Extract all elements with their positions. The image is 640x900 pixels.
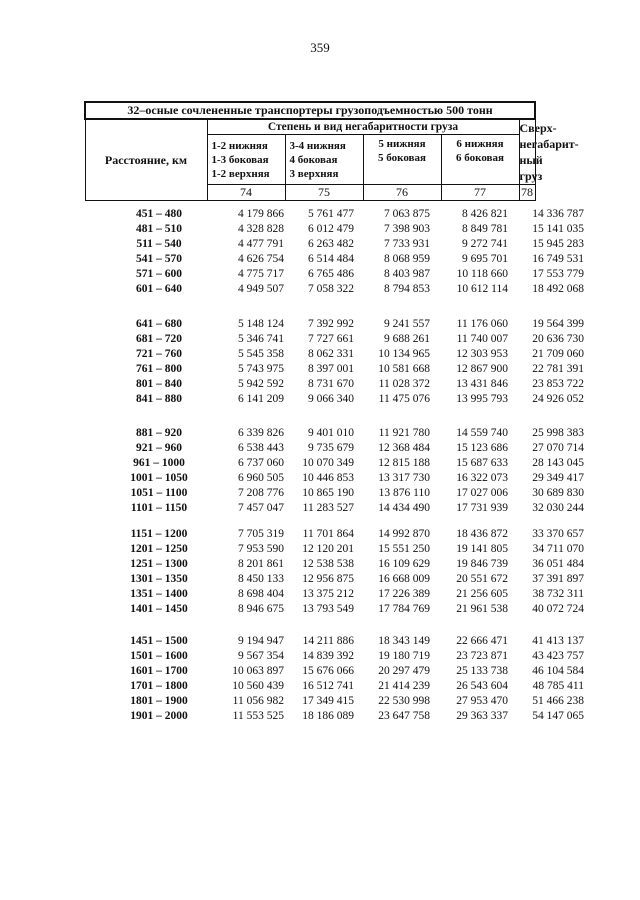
value-cell: 16 322 073: [456, 472, 508, 484]
table-row: [84, 680, 584, 695]
value-cell: 9 066 340: [308, 393, 354, 405]
value-cell: 10 560 439: [232, 680, 284, 692]
value-cell: 11 056 982: [232, 695, 284, 707]
distance-cell: 1201 – 1250: [130, 543, 188, 555]
table-row: [84, 253, 584, 268]
value-cell: 25 998 383: [532, 427, 584, 439]
value-cell: 7 457 047: [238, 502, 284, 514]
value-cell: 8 731 670: [308, 378, 354, 390]
distance-cell: 1051 – 1100: [130, 487, 188, 499]
distance-cell: 841 – 880: [136, 393, 182, 405]
value-cell: 14 559 740: [456, 427, 508, 439]
table-row: [84, 665, 584, 680]
distance-cell: 801 – 840: [136, 378, 182, 390]
value-cell: 11 176 060: [456, 318, 508, 330]
value-cell: 14 839 392: [302, 650, 354, 662]
value-cell: 10 118 660: [456, 268, 508, 280]
table-row: [84, 472, 584, 487]
value-cell: 10 063 897: [232, 665, 284, 677]
value-cell: 14 336 787: [532, 208, 584, 220]
distance-cell: 1901 – 2000: [130, 710, 188, 722]
value-cell: 21 414 239: [378, 680, 430, 692]
value-cell: 28 143 045: [532, 457, 584, 469]
value-cell: 8 849 781: [462, 223, 508, 235]
distance-cell: 541 – 570: [136, 253, 182, 265]
value-cell: 20 297 479: [378, 665, 430, 677]
value-cell: 12 867 900: [456, 363, 508, 375]
value-cell: 8 426 821: [462, 208, 508, 220]
value-cell: 10 612 114: [456, 283, 508, 295]
value-cell: 46 104 584: [532, 665, 584, 677]
distance-cell: 451 – 480: [136, 208, 182, 220]
value-cell: 8 698 404: [238, 588, 284, 600]
value-cell: 40 072 724: [532, 603, 584, 615]
value-cell: 13 431 846: [456, 378, 508, 390]
table-row: [84, 588, 584, 603]
value-cell: 51 466 238: [532, 695, 584, 707]
value-cell: 7 063 875: [384, 208, 430, 220]
column-number: 74: [207, 185, 285, 201]
table-row: [84, 238, 584, 253]
value-cell: 9 695 701: [462, 253, 508, 265]
value-cell: 15 123 686: [456, 442, 508, 454]
value-cell: 14 992 870: [378, 528, 430, 540]
value-cell: 32 030 244: [532, 502, 584, 514]
table-row: [84, 650, 584, 665]
value-cell: 19 180 719: [378, 650, 430, 662]
value-cell: 6 141 209: [238, 393, 284, 405]
table-row: [84, 543, 584, 558]
value-cell: 48 785 411: [532, 680, 584, 692]
table-row: [84, 487, 584, 502]
value-cell: 4 626 754: [238, 253, 284, 265]
value-cell: 6 263 482: [308, 238, 354, 250]
value-cell: 6 737 060: [238, 457, 284, 469]
distance-cell: 1251 – 1300: [130, 558, 188, 570]
value-cell: 21 709 060: [532, 348, 584, 360]
table-row: [84, 393, 584, 408]
value-cell: 22 781 391: [532, 363, 584, 375]
table-row: [84, 283, 584, 298]
value-cell: 6 765 486: [308, 268, 354, 280]
value-cell: 17 731 939: [456, 502, 508, 514]
value-cell: 11 283 527: [302, 502, 354, 514]
value-cell: 18 436 872: [456, 528, 508, 540]
sub-header-3: 5 нижняя 5 боковая: [363, 135, 441, 185]
value-cell: 6 538 443: [238, 442, 284, 454]
value-cell: 22 530 998: [378, 695, 430, 707]
column-number: 78: [519, 185, 535, 201]
value-cell: 9 241 557: [384, 318, 430, 330]
value-cell: 11 028 372: [378, 378, 430, 390]
value-cell: 18 343 149: [378, 635, 430, 647]
value-cell: 8 794 853: [384, 283, 430, 295]
value-cell: 15 676 066: [302, 665, 354, 677]
distance-cell: 1101 – 1150: [130, 502, 188, 514]
value-cell: 13 995 793: [456, 393, 508, 405]
value-cell: 8 450 133: [238, 573, 284, 585]
value-cell: 12 303 953: [456, 348, 508, 360]
value-cell: 13 317 730: [378, 472, 430, 484]
table-row: [84, 333, 584, 348]
value-cell: 13 793 549: [302, 603, 354, 615]
value-cell: 18 186 089: [302, 710, 354, 722]
value-cell: 17 553 779: [532, 268, 584, 280]
distance-cell: 1401 – 1450: [130, 603, 188, 615]
value-cell: 12 956 875: [302, 573, 354, 585]
distance-header: Расстояние, км: [85, 119, 207, 201]
value-cell: 5 346 741: [238, 333, 284, 345]
distance-cell: 571 – 600: [136, 268, 182, 280]
value-cell: 21 961 538: [456, 603, 508, 615]
value-cell: 27 953 470: [456, 695, 508, 707]
value-cell: 34 711 070: [532, 543, 584, 555]
value-cell: 9 688 261: [384, 333, 430, 345]
distance-cell: 721 – 760: [136, 348, 182, 360]
value-cell: 9 272 741: [462, 238, 508, 250]
row-group: [84, 318, 584, 408]
table-title: 32–осные сочлененные транспортеры грузоподъемностью 500 тонн: [85, 102, 535, 119]
value-cell: 19 846 739: [456, 558, 508, 570]
table-row: [84, 223, 584, 238]
value-cell: 9 567 354: [238, 650, 284, 662]
value-cell: 11 475 076: [378, 393, 430, 405]
value-cell: 24 926 052: [532, 393, 584, 405]
group-header: Степень и вид негабаритности груза: [207, 119, 519, 135]
value-cell: 7 392 992: [308, 318, 354, 330]
value-cell: 11 740 007: [456, 333, 508, 345]
sub-header-2: 3-4 нижняя 4 боковая 3 верхняя: [285, 135, 363, 185]
table-row: [84, 427, 584, 442]
value-cell: 20 551 672: [456, 573, 508, 585]
column-number: 77: [441, 185, 519, 201]
value-cell: 26 543 604: [456, 680, 508, 692]
table-row: [84, 208, 584, 223]
value-cell: 16 668 009: [378, 573, 430, 585]
column-number: 75: [285, 185, 363, 201]
value-cell: 5 743 975: [238, 363, 284, 375]
table-row: [84, 378, 584, 393]
value-cell: 11 701 864: [302, 528, 354, 540]
distance-cell: 881 – 920: [136, 427, 182, 439]
value-cell: 23 853 722: [532, 378, 584, 390]
value-cell: 8 403 987: [384, 268, 430, 280]
value-cell: 10 865 190: [302, 487, 354, 499]
over-header: Сверх- негабарит- ный груз: [519, 121, 579, 183]
value-cell: 20 636 730: [532, 333, 584, 345]
row-group: [84, 427, 584, 517]
value-cell: 9 194 947: [238, 635, 284, 647]
sub-header-1: 1-2 нижняя 1-3 боковая 1-2 верхняя: [207, 135, 285, 185]
column-number: 76: [363, 185, 441, 201]
value-cell: 12 368 484: [378, 442, 430, 454]
value-cell: 10 581 668: [378, 363, 430, 375]
value-cell: 14 434 490: [378, 502, 430, 514]
value-cell: 10 446 853: [302, 472, 354, 484]
distance-cell: 1301 – 1350: [130, 573, 188, 585]
table-row: [84, 710, 584, 725]
distance-cell: 1501 – 1600: [130, 650, 188, 662]
value-cell: 7 727 661: [308, 333, 354, 345]
value-cell: 4 949 507: [238, 283, 284, 295]
value-cell: 5 942 592: [238, 378, 284, 390]
value-cell: 22 666 471: [456, 635, 508, 647]
distance-cell: 601 – 640: [136, 283, 182, 295]
value-cell: 7 208 776: [238, 487, 284, 499]
value-cell: 5 761 477: [308, 208, 354, 220]
distance-cell: 481 – 510: [136, 223, 182, 235]
value-cell: 17 784 769: [378, 603, 430, 615]
value-cell: 7 058 322: [308, 283, 354, 295]
distance-cell: 761 – 800: [136, 363, 182, 375]
value-cell: 23 723 871: [456, 650, 508, 662]
value-cell: 10 070 349: [302, 457, 354, 469]
distance-cell: 1001 – 1050: [130, 472, 188, 484]
distance-cell: 511 – 540: [136, 238, 182, 250]
table-row: [84, 363, 584, 378]
value-cell: 7 705 319: [238, 528, 284, 540]
table-row: [84, 318, 584, 333]
table-row: [84, 635, 584, 650]
value-cell: 19 141 805: [456, 543, 508, 555]
value-cell: 25 133 738: [456, 665, 508, 677]
value-cell: 8 397 001: [308, 363, 354, 375]
value-cell: 43 423 757: [532, 650, 584, 662]
value-cell: 19 564 399: [532, 318, 584, 330]
distance-cell: 1801 – 1900: [130, 695, 188, 707]
value-cell: 8 946 675: [238, 603, 284, 615]
value-cell: 6 960 505: [238, 472, 284, 484]
value-cell: 23 647 758: [378, 710, 430, 722]
value-cell: 5 148 124: [238, 318, 284, 330]
distance-cell: 681 – 720: [136, 333, 182, 345]
value-cell: 7 733 931: [384, 238, 430, 250]
table-row: [84, 603, 584, 618]
value-cell: 17 226 389: [378, 588, 430, 600]
value-cell: 8 062 331: [308, 348, 354, 360]
distance-cell: 1151 – 1200: [130, 528, 188, 540]
distance-cell: 1451 – 1500: [130, 635, 188, 647]
value-cell: 15 945 283: [532, 238, 584, 250]
sub-header-4: 6 нижняя 6 боковая: [441, 135, 519, 185]
value-cell: 13 375 212: [302, 588, 354, 600]
value-cell: 36 051 484: [532, 558, 584, 570]
table-row: [84, 502, 584, 517]
row-group: [84, 208, 584, 298]
value-cell: 17 349 415: [302, 695, 354, 707]
row-group: [84, 528, 584, 618]
row-group: [84, 635, 584, 725]
value-cell: 21 256 605: [456, 588, 508, 600]
value-cell: 38 732 311: [532, 588, 584, 600]
value-cell: 30 689 830: [532, 487, 584, 499]
value-cell: 11 921 780: [378, 427, 430, 439]
value-cell: 16 512 741: [302, 680, 354, 692]
value-cell: 14 211 886: [302, 635, 354, 647]
table-row: [84, 573, 584, 588]
value-cell: 27 070 714: [532, 442, 584, 454]
value-cell: 11 553 525: [232, 710, 284, 722]
distance-cell: 1351 – 1400: [130, 588, 188, 600]
value-cell: 6 339 826: [238, 427, 284, 439]
value-cell: 41 413 137: [532, 635, 584, 647]
value-cell: 29 363 337: [456, 710, 508, 722]
value-cell: 13 876 110: [378, 487, 430, 499]
value-cell: 4 179 866: [238, 208, 284, 220]
distance-cell: 921 – 960: [136, 442, 182, 454]
value-cell: 29 349 417: [532, 472, 584, 484]
table-row: [84, 558, 584, 573]
value-cell: 33 370 657: [532, 528, 584, 540]
distance-cell: 641 – 680: [136, 318, 182, 330]
value-cell: 16 109 629: [378, 558, 430, 570]
table-row: [84, 442, 584, 457]
value-cell: 10 134 965: [378, 348, 430, 360]
value-cell: 4 477 791: [238, 238, 284, 250]
table-row: [84, 695, 584, 710]
value-cell: 4 775 717: [238, 268, 284, 280]
value-cell: 9 735 679: [308, 442, 354, 454]
value-cell: 6 012 479: [308, 223, 354, 235]
value-cell: 17 027 006: [456, 487, 508, 499]
value-cell: 8 201 861: [238, 558, 284, 570]
value-cell: 37 391 897: [532, 573, 584, 585]
value-cell: 12 120 201: [302, 543, 354, 555]
value-cell: 4 328 828: [238, 223, 284, 235]
value-cell: 8 068 959: [384, 253, 430, 265]
value-cell: 12 815 188: [378, 457, 430, 469]
distance-cell: 1701 – 1800: [130, 680, 188, 692]
value-cell: 15 141 035: [532, 223, 584, 235]
value-cell: 6 514 484: [308, 253, 354, 265]
page-number: 359: [310, 40, 330, 55]
value-cell: 5 545 358: [238, 348, 284, 360]
value-cell: 15 551 250: [378, 543, 430, 555]
value-cell: 9 401 010: [308, 427, 354, 439]
value-cell: 18 492 068: [532, 283, 584, 295]
table-row: [84, 268, 584, 283]
distance-cell: 961 – 1000: [133, 457, 185, 469]
value-cell: 54 147 065: [532, 710, 584, 722]
value-cell: 12 538 538: [302, 558, 354, 570]
value-cell: 16 749 531: [532, 253, 584, 265]
table-row: [84, 457, 584, 472]
value-cell: 7 398 903: [384, 223, 430, 235]
table-row: [84, 348, 584, 363]
value-cell: 7 953 590: [238, 543, 284, 555]
table-row: [84, 528, 584, 543]
value-cell: 15 687 633: [456, 457, 508, 469]
distance-cell: 1601 – 1700: [130, 665, 188, 677]
table-header: [84, 101, 579, 201]
